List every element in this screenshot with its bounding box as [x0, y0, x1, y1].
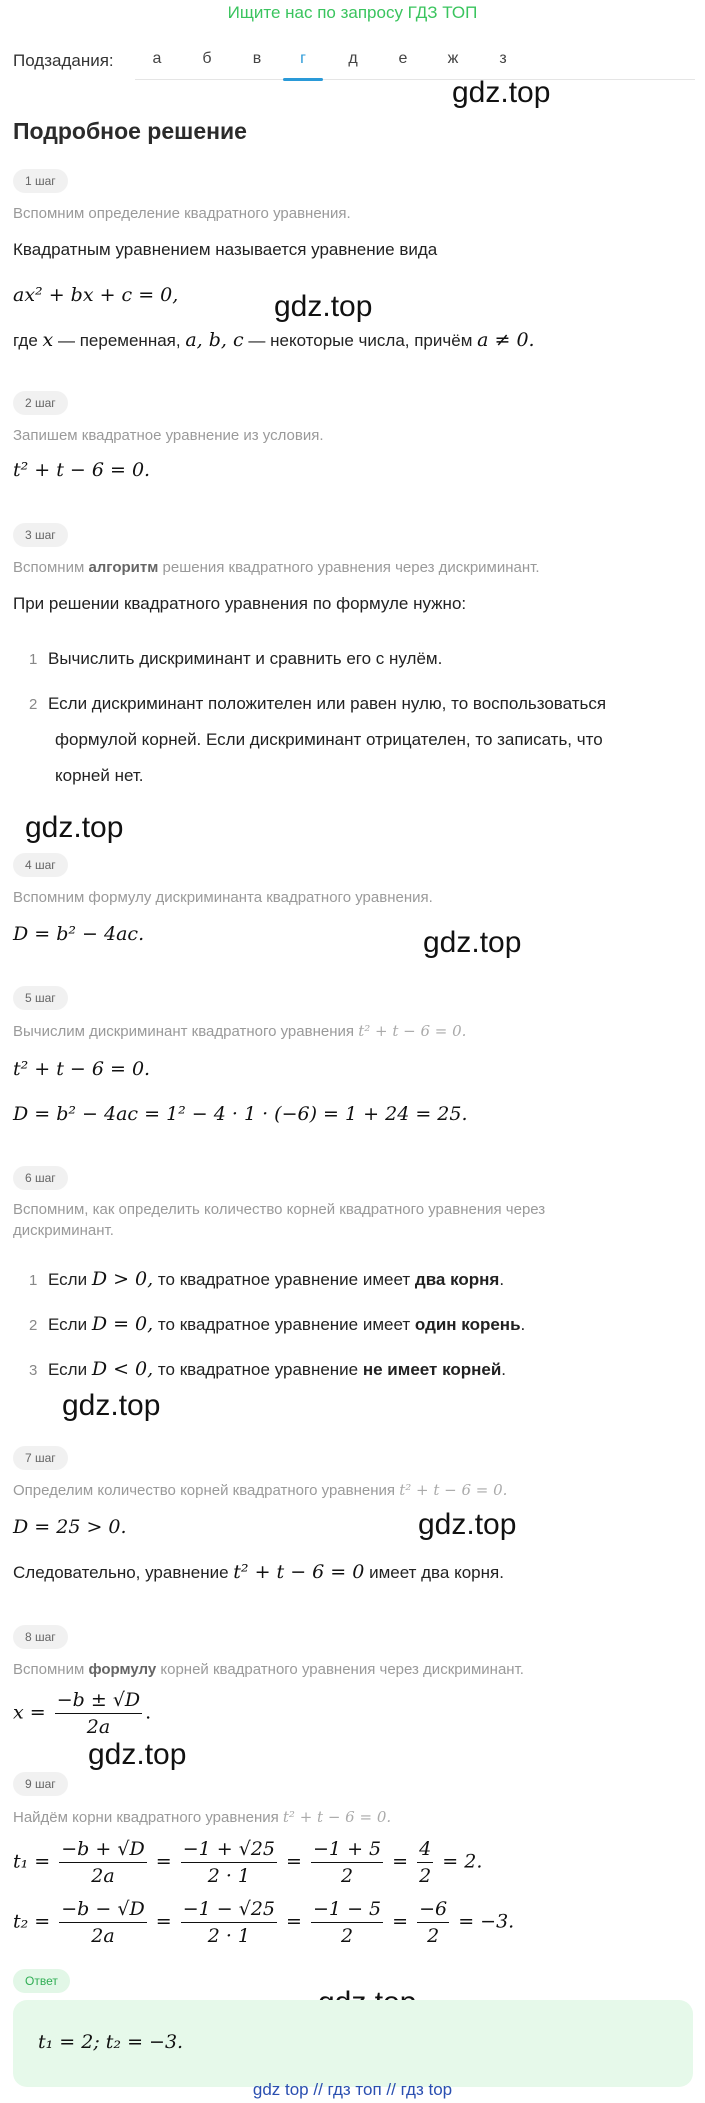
step-badge: 8 шаг: [13, 1625, 68, 1649]
fraction-numerator: −1 − 5: [311, 1896, 383, 1923]
math-lhs: t₂ =: [13, 1910, 51, 1933]
footer-separator: //: [313, 2080, 323, 2099]
watermark: gdz.top: [274, 290, 373, 323]
text-fragment: Если: [48, 1270, 88, 1289]
list-number: 2: [29, 696, 38, 713]
step-hint: [13, 1022, 466, 1040]
fraction-numerator: −b + √D: [59, 1836, 146, 1863]
fraction-numerator: 4: [417, 1836, 433, 1863]
footer-separator: //: [386, 2080, 396, 2099]
math-result: = −3.: [458, 1910, 515, 1933]
list-number: 2: [29, 1317, 38, 1334]
watermark: gdz.top: [62, 1389, 161, 1422]
text-fragment: корней квадратного уравнения через дискриминант.: [160, 1661, 524, 1678]
step-badge: 9 шаг: [13, 1772, 68, 1796]
list-item: Если дискриминант положителен или равен нулю, то воспользоваться: [48, 694, 607, 713]
step-hint: [13, 1661, 524, 1678]
list-item: [48, 1268, 504, 1290]
text-fragment: то квадратное уравнение: [157, 1360, 359, 1379]
fraction-denominator: 2: [341, 1925, 354, 1947]
text-fragment-bold: один корень: [414, 1315, 521, 1334]
fraction-numerator: −6: [417, 1896, 449, 1923]
text-fragment: Вычислим дискриминант квадратного уравнения: [13, 1023, 355, 1040]
math-inline: a ≠ 0.: [477, 329, 535, 351]
step-hint: Вспомним определение квадратного уравнения.: [13, 205, 351, 222]
fraction: [181, 1836, 277, 1889]
fraction: [311, 1896, 383, 1949]
fraction-numerator: −b ± √D: [55, 1687, 142, 1714]
fraction-denominator: 2: [341, 1865, 354, 1887]
step-badge: 2 шаг: [13, 391, 68, 415]
step-hint: [13, 559, 540, 576]
list-item: формулой корней. Если дискриминант отрицателен, то записать, что: [55, 730, 603, 749]
math-inline: x: [42, 329, 54, 351]
subtask-tab-z[interactable]: з: [499, 50, 507, 67]
list-number: 1: [29, 1272, 38, 1289]
text-fragment-bold: формулу: [88, 1661, 157, 1678]
step-text: [13, 329, 535, 351]
watermark: gdz.top: [418, 1508, 517, 1541]
fraction-numerator: −1 + 5: [311, 1836, 383, 1863]
subtask-tab-e[interactable]: е: [398, 50, 408, 67]
subtask-tab-a[interactable]: а: [152, 50, 162, 67]
step-hint: [13, 1808, 391, 1826]
math-inline: D < 0,: [91, 1358, 154, 1380]
list-number: 1: [29, 651, 38, 668]
step-badge: 4 шаг: [13, 853, 68, 877]
footer-link[interactable]: gdz top: [252, 2080, 309, 2099]
math-inline: D > 0,: [91, 1268, 154, 1290]
subtask-tab-b[interactable]: б: [202, 50, 212, 67]
answer-badge: Ответ: [13, 1969, 70, 1993]
text-fragment: — некоторые числа, причём: [248, 331, 473, 350]
fraction-denominator: 2a: [91, 1865, 115, 1887]
math-inline: D = 0,: [91, 1313, 154, 1335]
step-badge: 7 шаг: [13, 1446, 68, 1470]
subtask-tab-zh[interactable]: ж: [447, 50, 459, 67]
step-text: Квадратным уравнением называется уравнение вида: [13, 240, 438, 259]
fraction: [311, 1836, 383, 1889]
math-inline: t² + t − 6 = 0.: [282, 1808, 392, 1826]
watermark: gdz.top: [25, 811, 124, 844]
fraction: [55, 1687, 142, 1740]
step-hint: [13, 1481, 507, 1499]
text-fragment: то квадратное уравнение имеет: [157, 1315, 411, 1334]
formula: t² + t − 6 = 0.: [13, 1058, 151, 1080]
text-fragment: Следовательно, уравнение: [13, 1563, 229, 1582]
text-fragment: имеет два корня.: [369, 1563, 504, 1582]
fraction: [59, 1836, 146, 1889]
formula: ax² + bx + c = 0,: [13, 284, 179, 306]
list-item: Вычислить дискриминант и сравнить его с нулём.: [48, 649, 443, 668]
subtask-tab-v[interactable]: в: [252, 50, 262, 67]
watermark: gdz.top: [88, 1738, 187, 1771]
list-item: [48, 1313, 525, 1335]
footer-link[interactable]: гдз top: [400, 2080, 453, 2099]
math-result: = 2.: [442, 1850, 483, 1873]
subtask-tab-g[interactable]: г: [283, 50, 323, 80]
step-badge: 6 шаг: [13, 1166, 68, 1190]
step-hint: Запишем квадратное уравнение из условия.: [13, 427, 324, 444]
text-fragment: Определим количество корней квадратного уравнения: [13, 1482, 396, 1499]
step-badge: 1 шаг: [13, 169, 68, 193]
fraction-denominator: 2a: [86, 1716, 111, 1738]
fraction-denominator: 2 · 1: [207, 1865, 250, 1887]
step-badge: 3 шаг: [13, 523, 68, 547]
text-fragment: .: [499, 1270, 505, 1289]
text-fragment: где: [13, 331, 38, 350]
watermark: gdz.top: [452, 76, 551, 109]
subtasks-label: Подзадания:: [13, 51, 114, 70]
fraction-numerator: −1 − √25: [181, 1896, 277, 1923]
fraction: [59, 1896, 146, 1949]
math-lhs: x =: [13, 1701, 46, 1724]
text-fragment: — переменная,: [58, 331, 181, 350]
step-hint: дискриминант.: [13, 1222, 114, 1239]
list-item: [48, 1358, 506, 1380]
math-inline: a, b, c: [185, 329, 244, 351]
fraction-denominator: 2 · 1: [207, 1925, 250, 1947]
text-fragment: Вспомним: [13, 559, 85, 576]
footer-links: [0, 2080, 705, 2100]
fraction-numerator: −1 + √25: [181, 1836, 277, 1863]
fraction: [417, 1836, 433, 1889]
formula: x = $\frac{-b \pm √D}{2a}$ .: [13, 1689, 152, 1738]
fraction: [417, 1896, 449, 1949]
fraction-numerator: −b − √D: [59, 1896, 146, 1923]
formula: D = 25 > 0.: [13, 1516, 127, 1538]
math-inline: t² + t − 6 = 0: [233, 1561, 365, 1583]
step-hint: Вспомним формулу дискриминанта квадратного уравнения.: [13, 889, 433, 906]
text-fragment: Если: [48, 1360, 88, 1379]
section-title: Подробное решение: [13, 118, 247, 144]
step-badge: 5 шаг: [13, 986, 68, 1010]
text-fragment-bold: алгоритм: [88, 559, 159, 576]
step-text: [13, 1561, 504, 1583]
watermark: gdz.top: [423, 926, 522, 959]
text-fragment: Найдём корни квадратного уравнения: [13, 1809, 279, 1826]
text-fragment: то квадратное уравнение имеет: [157, 1270, 411, 1289]
step-text: При решении квадратного уравнения по формуле нужно:: [13, 594, 467, 613]
formula: D = b² − 4ac = 1² − 4 · 1 · (−6) = 1 + 24 = 25.: [13, 1103, 468, 1125]
step-hint: Вспомним, как определить количество корней квадратного уравнения через: [13, 1201, 546, 1218]
fraction-denominator: 2: [427, 1925, 440, 1947]
fraction-denominator: 2: [419, 1865, 432, 1887]
text-fragment-bold: не имеет корней: [362, 1360, 502, 1379]
subtask-tab-d[interactable]: д: [348, 50, 358, 67]
math-lhs: t₁ =: [13, 1850, 51, 1873]
fraction: [181, 1896, 277, 1949]
list-item: корней нет.: [55, 766, 144, 785]
fraction-denominator: 2a: [91, 1925, 115, 1947]
math-inline: t² + t − 6 = 0.: [358, 1022, 467, 1040]
math-inline: t² + t − 6 = 0.: [399, 1481, 508, 1499]
text-fragment: Если: [48, 1315, 88, 1334]
text-fragment: решения квадратного уравнения через дискриминант.: [162, 559, 540, 576]
text-fragment: Вспомним: [13, 1661, 85, 1678]
promo-banner: Ищите нас по запросу ГДЗ ТОП: [227, 3, 478, 22]
formula: D = b² − 4ac.: [13, 923, 145, 945]
answer-value: t₁ = 2; t₂ = −3.: [38, 2031, 184, 2053]
formula-t2: t₂ = $\frac{-b - √D}{2a}$ = $\frac{-1 - √25}{2 \cdot 1}$ = $\frac{-1 - 5}{2}$ = $\frac{-6}{2}$ = −3.: [13, 1898, 515, 1947]
text-fragment: .: [501, 1360, 507, 1379]
text-fragment: .: [520, 1315, 526, 1334]
footer-link[interactable]: гдз топ: [327, 2080, 382, 2099]
formula-t1: t₁ = $\frac{-b + √D}{2a}$ = $\frac{-1 + √25}{2 \cdot 1}$ = $\frac{-1 + 5}{2}$ = $\frac{4}{2}$ = 2.: [13, 1838, 483, 1887]
list-number: 3: [29, 1362, 38, 1379]
text-fragment-bold: два корня: [414, 1270, 500, 1289]
formula: t² + t − 6 = 0.: [13, 459, 151, 481]
